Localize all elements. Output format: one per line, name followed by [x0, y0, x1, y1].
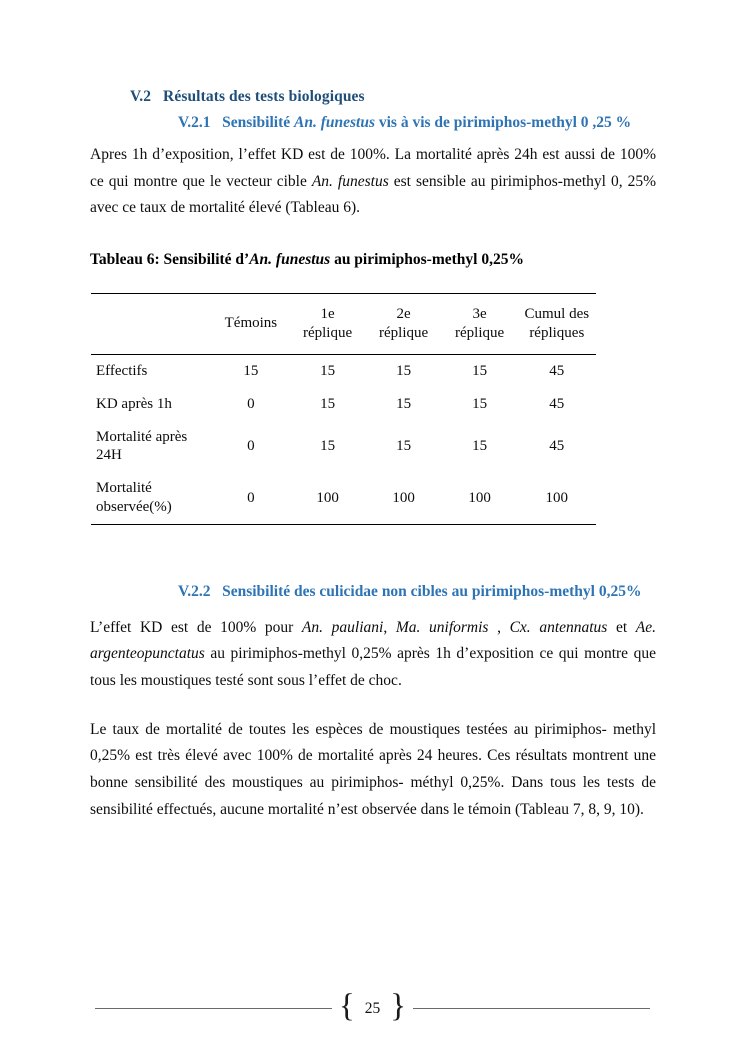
heading-v22 — [178, 583, 656, 601]
table-cell: 45 — [549, 438, 565, 455]
page-number: 25 — [364, 999, 381, 1017]
table-cell: 15 — [472, 363, 488, 380]
table-body — [91, 355, 596, 525]
paragraph-kd-effect — [90, 615, 656, 695]
table-cell: 100 — [468, 489, 491, 506]
table-row — [91, 421, 596, 473]
table-row — [91, 388, 596, 421]
right-bracket-ornament: } — [390, 988, 407, 1024]
left-bracket-ornament: { — [338, 988, 355, 1024]
row-label-cell: Mortalité après 24H — [96, 428, 188, 464]
table-cell: 15 — [396, 438, 412, 455]
text-run: An. pauliani — [301, 618, 384, 636]
table-header-cell: 1e réplique — [302, 305, 353, 342]
table-cell: 100 — [545, 489, 569, 506]
table-row — [91, 355, 596, 388]
table-cell: 0 — [247, 489, 255, 506]
text-run: Le taux de mortalité de toutes les espèces de moustiques testées au pirimiphos- methyl 0,25% est très élevé avec 100% de mortalité après 24 heures. Ces résultats montrent une bonne sensibilité des moustiques au pirimiphos- méthyl 0,25%. Dans tous les tests de sensibilité effectués, aucune mortalité n’est observée dans le témoin (Tableau 7, 8, 9, 10). — [90, 720, 656, 818]
table-cell: 0 — [247, 395, 255, 412]
table-cell: 15 — [396, 395, 412, 412]
table-cell: 100 — [392, 489, 415, 506]
table-cell: 15 — [243, 363, 259, 380]
text-run: V.2.2 Sensibilité des culicidae non cibles au pirimiphos-methyl 0,25% — [178, 582, 642, 600]
text-run: V.2.1 Sensibilité — [178, 114, 294, 131]
paragraph-mortality — [90, 717, 656, 824]
text-run: vis à vis de pirimiphos-methyl 0 ,25 % — [374, 114, 632, 131]
row-label-cell: Effectifs — [96, 363, 148, 380]
text-run: V.2 Résultats des tests biologiques — [130, 88, 365, 105]
table-cell: 45 — [549, 363, 565, 380]
table-cell: 0 — [247, 438, 255, 455]
results-table — [91, 293, 596, 525]
table-header-row — [91, 294, 596, 355]
text-run: Ae. argenteopunctatus — [90, 618, 657, 663]
row-label-cell: Mortalité observée(%) — [96, 480, 172, 515]
table-cell: 15 — [396, 363, 412, 380]
table-header-cell — [91, 294, 212, 355]
heading-v21 — [178, 114, 656, 132]
text-run: est sensible au pirimiphos-methyl 0, 25% avec ce taux de mortalité élevé (Tableau 6). — [90, 172, 657, 217]
text-run: , — [383, 618, 396, 636]
table-cell: 15 — [320, 438, 336, 455]
table-header-cell: 2e réplique — [379, 305, 429, 342]
table-cell: 15 — [320, 363, 336, 380]
text-run: Apres 1h d’exposition, l’effet KD est de 100%. La mortalité après 24h est aussi de 100% ce qui montre que le vecteur cible — [90, 146, 656, 190]
table-cell: 15 — [472, 438, 488, 455]
text-run: au pirimiphos-methyl 0,25% après 1h d’exposition ce qui montre que tous les moustiques testé sont sous l’effet de choc. — [90, 645, 656, 690]
table-caption — [90, 248, 656, 271]
page-footer — [95, 988, 650, 1025]
text-run: Tableau 6: Sensibilité d’ — [90, 250, 250, 268]
table-cell: 45 — [549, 395, 565, 412]
table-row — [91, 472, 596, 524]
row-label-cell: KD après 1h — [96, 395, 172, 412]
text-run: L’effet KD est de 100% pour — [90, 618, 302, 636]
text-run: Ma. uniformis — [395, 618, 489, 636]
text-run: Cx. antennatus — [509, 618, 608, 636]
heading-v2 — [130, 88, 656, 106]
table-cell: 15 — [320, 395, 336, 412]
text-run: An. funestus — [294, 114, 375, 131]
paragraph-exposition — [90, 142, 656, 222]
table-cell: 15 — [472, 395, 488, 412]
footer-rule-right — [413, 1008, 650, 1009]
text-run: au pirimiphos-methyl 0,25% — [330, 250, 524, 268]
table-header-cell: Témoins — [224, 315, 278, 332]
table-header-cell: 3e réplique — [455, 305, 505, 342]
table-head — [91, 294, 596, 355]
text-run: An. funestus — [249, 250, 331, 268]
text-run: An. funestus — [311, 172, 389, 190]
text-run: et — [607, 618, 636, 636]
text-run: , — [488, 618, 510, 636]
table-header-cell: Cumul des répliques — [524, 305, 590, 342]
table-cell: 100 — [316, 489, 339, 506]
footer-rule-left — [95, 1008, 332, 1009]
